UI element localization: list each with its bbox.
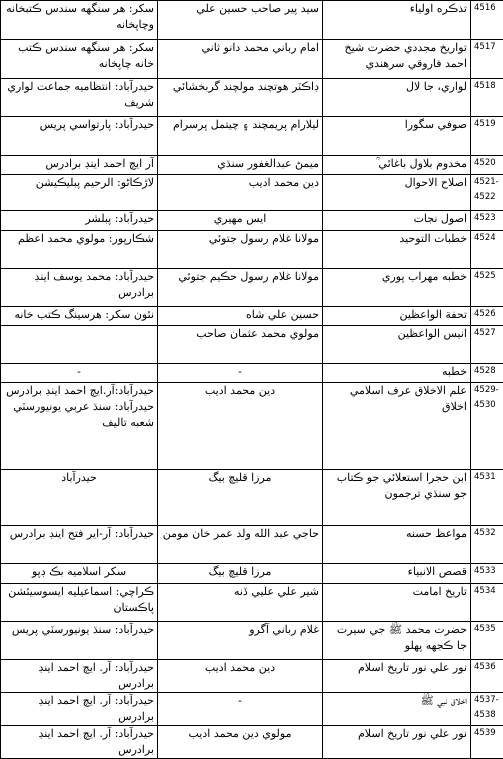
number-cell bbox=[471, 693, 503, 726]
publisher-cell: حيدرآباد: پارتواسي پريس bbox=[1, 117, 158, 156]
number-cell bbox=[471, 269, 503, 307]
entry-number: 4538 bbox=[474, 708, 500, 723]
entry-number: 4537- bbox=[474, 693, 500, 708]
title-cell: نور علي نور تاريخ اسلام bbox=[323, 660, 471, 693]
number-cell bbox=[471, 175, 503, 211]
author-cell: حاجي عبد الله ولد عمر خان مومن bbox=[158, 526, 323, 564]
entry-number: 4530 bbox=[474, 398, 500, 413]
title-cell: تاريخ امامت bbox=[323, 584, 471, 622]
number-cell bbox=[471, 326, 503, 364]
table-row bbox=[1, 693, 503, 726]
author-cell: - bbox=[158, 693, 323, 726]
number-cell bbox=[471, 364, 503, 383]
table-row bbox=[1, 211, 503, 231]
table-row bbox=[1, 156, 503, 175]
title-cell: ابن حجرا استعلائي جو ڪتاب جو سنڌي ترجمون bbox=[323, 470, 471, 526]
title-cell: خطبه مهراب پوري bbox=[323, 269, 471, 307]
publisher-cell: حيدرآباد bbox=[1, 470, 158, 526]
number-cell bbox=[471, 79, 503, 117]
title-cell: مواعظ حسنه bbox=[323, 526, 471, 564]
entry-number: 4516 bbox=[474, 1, 500, 16]
author-cell: ايس مهيري bbox=[158, 211, 323, 231]
publisher-cell: - bbox=[1, 364, 158, 383]
author-cell: دين محمد اديب bbox=[158, 660, 323, 693]
title-cell: قصص الانبياء bbox=[323, 564, 471, 584]
entry-number: 4521- bbox=[474, 175, 500, 190]
entry-number: 4527 bbox=[474, 326, 500, 341]
number-cell bbox=[471, 564, 503, 584]
number-cell bbox=[471, 470, 503, 526]
number-cell bbox=[471, 660, 503, 693]
entry-number: 4525 bbox=[474, 269, 500, 284]
number-cell bbox=[471, 584, 503, 622]
title-cell: مخدوم بلاول باغائي ؒ bbox=[323, 156, 471, 175]
entry-number: 4529- bbox=[474, 383, 500, 398]
entry-number: 4528 bbox=[474, 364, 500, 379]
number-cell bbox=[471, 383, 503, 470]
title-cell: اخلاق نبي ﷺ bbox=[323, 693, 471, 726]
author-cell: امام رباني محمد دانو ثاني bbox=[158, 40, 323, 79]
title-cell: اصلاح الاحوال bbox=[323, 175, 471, 211]
title-cell: صوفي سگورا bbox=[323, 117, 471, 156]
entry-number: 4533 bbox=[474, 564, 500, 579]
title-cell: اصول نجات bbox=[323, 211, 471, 231]
table-row bbox=[1, 622, 503, 660]
number-cell bbox=[471, 231, 503, 269]
entry-number: 4534 bbox=[474, 584, 500, 599]
author-cell: ڊاڪٽر هوتچند مولچند گربخشائي bbox=[158, 79, 323, 117]
entry-number: 4518 bbox=[474, 79, 500, 94]
author-cell: ميمڻ عبدالغفور سنڌي bbox=[158, 156, 323, 175]
entry-number: 4531 bbox=[474, 470, 500, 485]
publisher-cell: سکر: هر سنگهه سندس ڪتب خانه چاپخانه bbox=[1, 40, 158, 79]
table-row bbox=[1, 40, 503, 79]
title-cell: انيس الواعظين bbox=[323, 326, 471, 364]
publisher-cell: حيدرآباد: سنڌ يونيورسٽي پريس bbox=[1, 622, 158, 660]
table-row bbox=[1, 117, 503, 156]
publisher-cell bbox=[1, 326, 158, 364]
entry-number: 4523 bbox=[474, 211, 500, 226]
table-row bbox=[1, 564, 503, 584]
publisher-cell: سکر: هر سنگهه سندس ڪتبخانه وچاپخانه bbox=[1, 1, 158, 40]
entry-number: 4535 bbox=[474, 622, 500, 637]
author-cell: - bbox=[158, 364, 323, 383]
table-row bbox=[1, 584, 503, 622]
table-row bbox=[1, 526, 503, 564]
number-cell bbox=[471, 211, 503, 231]
number-cell bbox=[471, 1, 503, 40]
title-cell: تذڪره اولياء bbox=[323, 1, 471, 40]
number-cell bbox=[471, 40, 503, 79]
publisher-cell: حيدرآباد: آر. ايچ احمد اينڊ برادرس bbox=[1, 660, 158, 693]
publisher-cell: حيدرآباد: آر. ايچ احمد اينڊ برادرس bbox=[1, 693, 158, 726]
table-row bbox=[1, 364, 503, 383]
author-cell: دين محمد اديب bbox=[158, 175, 323, 211]
publisher-cell: ڪراچي: اسماعيليه ايسوسيئشن پاڪستان bbox=[1, 584, 158, 622]
title-cell: علم الاخلاق عرف اسلامي اخلاق bbox=[323, 383, 471, 470]
entry-number: 4520 bbox=[474, 156, 500, 171]
number-cell bbox=[471, 526, 503, 564]
table-row bbox=[1, 470, 503, 526]
table-row bbox=[1, 269, 503, 307]
table-row bbox=[1, 307, 503, 326]
author-cell: ليلارام پريمچند ۽ چيتمل پرسرام bbox=[158, 117, 323, 156]
table-row bbox=[1, 383, 503, 470]
publisher-cell: حيدرآباد: محمد يوسف اينڊ برادرس bbox=[1, 269, 158, 307]
author-cell: حسين علي شاه bbox=[158, 307, 323, 326]
publisher-cell: لاڙڪاڻو: الرحيم پبليڪيشن bbox=[1, 175, 158, 211]
table-row bbox=[1, 231, 503, 269]
entry-number: 4526 bbox=[474, 307, 500, 322]
title-cell: تحفة الواعظين bbox=[323, 307, 471, 326]
title-cell: خطبات التوحيد bbox=[323, 231, 471, 269]
title-cell: حضرت محمد ﷺ جي سيرت جا ڪجهه پهلو bbox=[323, 622, 471, 660]
number-cell bbox=[471, 117, 503, 156]
number-cell bbox=[471, 307, 503, 326]
author-cell: مولوي محمد عثمان صاحب bbox=[158, 326, 323, 364]
entry-number: 4539 bbox=[474, 726, 500, 741]
publisher-cell: حيدرآباد: آر-اير فتح اينڊ برادرس bbox=[1, 526, 158, 564]
publisher-cell: سکر اسلاميه بڪ ڊپو bbox=[1, 564, 158, 584]
author-cell: مولوي دين محمد اديب bbox=[158, 726, 323, 759]
table-row bbox=[1, 726, 503, 759]
entry-number: 4524 bbox=[474, 231, 500, 246]
number-cell bbox=[471, 156, 503, 175]
table-row bbox=[1, 660, 503, 693]
table-row bbox=[1, 326, 503, 364]
publisher-cell: شڪارپور: مولوي محمد اعظم bbox=[1, 231, 158, 269]
publisher-cell: نئون سکر: هرسينگ ڪتب خانه bbox=[1, 307, 158, 326]
author-cell: سيد پير صاحب حسين علي bbox=[158, 1, 323, 40]
publisher-cell: حيدرآباد: پبلشر bbox=[1, 211, 158, 231]
entry-number: 4536 bbox=[474, 660, 500, 675]
publisher-cell: حيدرآباد: انتظاميه جماعت لواري شريف bbox=[1, 79, 158, 117]
author-cell: دين محمد اديب bbox=[158, 383, 323, 470]
publisher-cell: حيدرآباد: آر. ايچ احمد اينڊ برادرس bbox=[1, 726, 158, 759]
number-cell bbox=[471, 726, 503, 759]
table-row bbox=[1, 79, 503, 117]
entry-number: 4517 bbox=[474, 40, 500, 55]
entry-number: 4519 bbox=[474, 117, 500, 132]
entry-number: 4522 bbox=[474, 190, 500, 205]
number-cell bbox=[471, 622, 503, 660]
title-cell: خطبه bbox=[323, 364, 471, 383]
entry-number: 4532 bbox=[474, 526, 500, 541]
table-row bbox=[1, 175, 503, 211]
title-cell: تواريخ مجددي حضرت شيخ احمد فاروقي سرهندي bbox=[323, 40, 471, 79]
author-cell: مولانا غلام رسول جتوئي bbox=[158, 231, 323, 269]
publisher-cell: آر ايچ احمد اينڊ برادرس bbox=[1, 156, 158, 175]
title-cell: لواري، جا لال bbox=[323, 79, 471, 117]
title-cell: نور علي نور تاريخ اسلام bbox=[323, 726, 471, 759]
publisher-cell: حيدرآباد:آر.ايچ احمد اينڊ برادرس حيدرآباد: سنڌ عربي يونيورسٽي شعبه تاليف bbox=[1, 383, 158, 470]
author-cell: غلام رباني آگرو bbox=[158, 622, 323, 660]
author-cell: شير علي عليي ڏنه bbox=[158, 584, 323, 622]
author-cell: مرزا قليچ بيگ bbox=[158, 470, 323, 526]
author-cell: مرزا قليچ بيگ bbox=[158, 564, 323, 584]
table-row bbox=[1, 1, 503, 40]
author-cell: مولانا غلام رسول حڪيم جتوئي bbox=[158, 269, 323, 307]
